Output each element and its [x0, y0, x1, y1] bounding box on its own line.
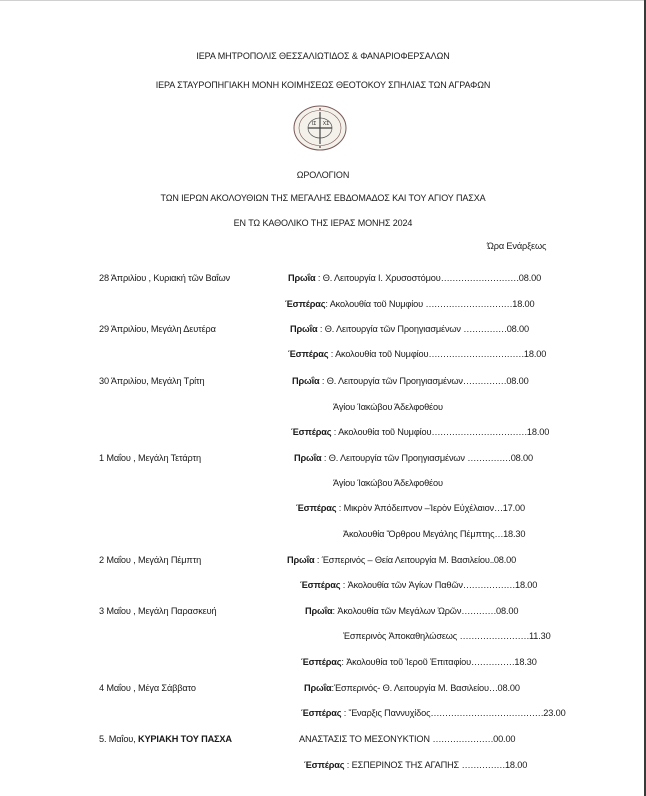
date-label: 28 Άπριλίου , Κυριακή τῶν Βαΐων: [99, 273, 230, 283]
service-row: ΑΝΑΣΤΑΣΙΣ ΤΟ ΜΕΣΟΝΥΚΤΙΟΝ …………………00.00: [299, 734, 516, 744]
seal-right-glyph: ΧΣ: [322, 121, 330, 127]
service-continuation: Άγίου Ίακώβου Άδελφοθέου: [333, 402, 443, 412]
date-label: 5. Μαΐου, ΚΥΡΙΑΚΗ ΤΟΥ ΠΑΣΧΑ: [99, 734, 232, 744]
service-continuation: Άγίου Ίακώβου Άδελφοθέου: [333, 478, 443, 488]
monastery-heading: ΙΕΡΑ ΣΤΑΥΡΟΠΗΓΙΑΚΗ ΜΟΝΗ ΚΟΙΜΗΣΕΩΣ ΘΕΟΤΟΚΟΥ ΣΠΗΛΙΑΣ ΤΩΝ ΑΓΡΑΦΩΝ: [155, 80, 491, 90]
date-label: 4 Μαΐου , Μέγα Σάββατο: [99, 683, 196, 693]
service-row: Έσπέρας : Μικρὸν Ἀπόδειπνον –Ἱερὸν Εὐχέλαιον…17.00: [296, 503, 525, 513]
service-row: Πρωΐα : Έσπερινός – Θεία Λειτουργία Μ. Βασιλείου..08.00: [287, 555, 517, 565]
monastery-seal-icon: [292, 104, 348, 152]
service-row: Πρωΐα:Έσπερινός- Θ. Λειτουργία Μ. Βασιλείου…08.00: [304, 683, 520, 693]
date-label: 3 Μαΐου , Μεγάλη Παρασκευή: [99, 606, 217, 616]
metropolis-heading: ΙΕΡΑ ΜΗΤΡΟΠΟΛΙΣ ΘΕΣΣΑΛΙΩΤΙΔΟΣ & ΦΑΝΑΡΙΟΦΕΡΣΑΛΩΝ: [196, 51, 450, 61]
service-row: Έσπέρας : Ἔναρξις Παννυχίδος…………………………………23.00: [301, 708, 566, 718]
start-time-column-label: Ώρα Ενάρξεως: [487, 241, 547, 251]
service-row: Πρωΐα : Θ. Λειτουργία τῶν Προηγιασμένων……………08.00: [292, 376, 529, 386]
date-label: 1 Μαΐου , Μεγάλη Τετάρτη: [99, 453, 201, 463]
service-row: Έσπέρας : Ακολουθία τοῦ Νυμφίου……………………………18.00: [288, 349, 547, 359]
date-label: 2 Μαΐου , Μεγάλη Πέμπτη: [99, 555, 202, 565]
seal-left-glyph: ΙΣ: [311, 121, 317, 127]
date-label: 29 Άπριλίου, Μεγάλη Δευτέρα: [99, 324, 216, 334]
service-row: Έσπέρας: Ακολουθία τοῦ Νυμφίου …………………………18.00: [285, 299, 535, 309]
service-row: Πρωΐα : Θ. Λειτουργία τῶν Προηγιασμένων ……………08.00: [294, 453, 533, 463]
service-row: Πρωΐα : Θ. Λειτουργία Ι. Χρυσοστόμου………………………08.00: [288, 273, 542, 283]
service-row: Πρωΐα : Θ. Λειτουργία τῶν Προηγιασμένων ……………08.00: [290, 324, 529, 334]
service-row: Πρωΐα: Ἀκολουθία τῶν Μεγάλων Ὡρῶν…………08.00: [305, 606, 519, 616]
document-subtitle: ΤΩΝ ΙΕΡΩΝ ΑΚΟΛΟΥΘΙΩΝ ΤΗΣ ΜΕΓΑΛΗΣ ΕΒΔΟΜΑΔΟΣ ΚΑΙ ΤΟΥ ΑΓΙΟΥ ΠΑΣΧΑ: [160, 193, 486, 203]
service-row: Έσπέρας: Ἀκολουθία τοῦ Ἱεροῦ Ἐπιταφίου……………18.30: [301, 657, 537, 667]
location-line: ΕΝ ΤΩ ΚΑΘΟΛΙΚΟ ΤΗΣ ΙΕΡΑΣ ΜΟΝΗΣ 2024: [233, 218, 413, 228]
date-label: 30 Άπριλίου, Μεγάλη Τρίτη: [99, 376, 205, 386]
service-row: Έσπέρας : Ἀκολουθία τῶν Ἁγίων Παθῶν………………18.00: [300, 580, 538, 590]
service-continuation: Ἀκολουθία Ὄρθρου Μεγάλης Πέμπτης…18.30: [343, 529, 526, 539]
top-border: [0, 0, 646, 1]
service-row: Έσπέρας : Ακολουθία τοῦ Νυμφίου……………………………18.00: [291, 427, 550, 437]
document-title: ΩΡΟΛΟΓΙΟΝ: [296, 170, 350, 180]
service-row: Έσπέρας : ΕΣΠΕΡΙΝΟΣ ΤΗΣ ΑΓΑΠΗΣ ……………18.00: [304, 760, 528, 770]
service-continuation: Ἑσπερινὸς Ἀποκαθηλώσεως ……………………11.30: [343, 631, 551, 641]
